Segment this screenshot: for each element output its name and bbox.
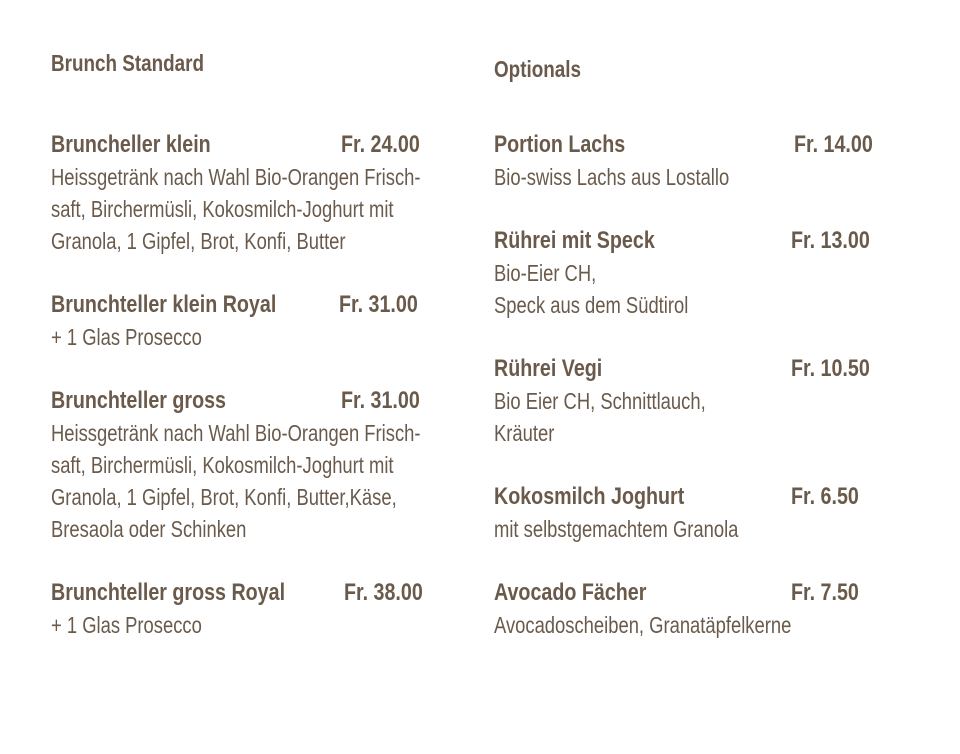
item-name: Rührei mit Speck	[494, 227, 655, 254]
menu-item	[494, 577, 954, 641]
item-description-line: Bresaola oder Schinken	[51, 516, 247, 542]
item-price: Fr. 10.50	[791, 355, 870, 382]
item-price: Fr. 24.00	[341, 131, 420, 158]
item-name: Avocado Fächer	[494, 579, 647, 606]
item-description-line: saft, Birchermüsli, Kokosmilch-Joghurt mit	[51, 196, 394, 222]
item-name: Brunchteller gross Royal	[51, 579, 286, 606]
item-description-line: Bio-Eier CH,	[494, 260, 597, 286]
item-name: Portion Lachs	[494, 131, 626, 158]
item-description-line: + 1 Glas Prosecco	[51, 612, 202, 638]
item-name: Rührei Vegi	[494, 355, 603, 382]
item-price: Fr. 7.50	[791, 579, 859, 606]
item-name: Brunchteller klein Royal	[51, 291, 277, 318]
menu-item	[51, 385, 511, 545]
item-price: Fr. 6.50	[791, 483, 859, 510]
menu-item	[494, 129, 954, 193]
item-description-line: Granola, 1 Gipfel, Brot, Konfi, Butter,Käse,	[51, 484, 397, 510]
item-price: Fr. 31.00	[341, 387, 420, 414]
item-description-line: Heissgetränk nach Wahl Bio-Orangen Frisch-	[51, 164, 421, 190]
item-description-line: mit selbstgemachtem Granola	[494, 516, 739, 542]
item-price: Fr. 13.00	[791, 227, 870, 254]
menu-item	[494, 481, 954, 545]
menu-item	[494, 353, 954, 449]
section-heading-optionals: Optionals	[494, 56, 581, 82]
item-name: Brunchteller gross	[51, 387, 226, 414]
menu-item	[51, 289, 511, 353]
item-description-line: Heissgetränk nach Wahl Bio-Orangen Frisch-	[51, 420, 421, 446]
item-price: Fr. 14.00	[794, 131, 873, 158]
item-description-line: Kräuter	[494, 420, 555, 446]
menu-item	[51, 129, 511, 257]
menu-item	[51, 577, 511, 641]
item-description-line: Speck aus dem Südtirol	[494, 292, 689, 318]
section-heading-brunch-standard: Brunch Standard	[51, 50, 204, 76]
item-description-line: Bio Eier CH, Schnittlauch,	[494, 388, 706, 414]
item-description-line: Granola, 1 Gipfel, Brot, Konfi, Butter	[51, 228, 346, 254]
menu-item	[494, 225, 954, 321]
item-name: Bruncheller klein	[51, 131, 211, 158]
item-price: Fr. 31.00	[339, 291, 418, 318]
item-description-line: Bio-swiss Lachs aus Lostallo	[494, 164, 730, 190]
item-name: Kokosmilch Joghurt	[494, 483, 685, 510]
item-description-line: saft, Birchermüsli, Kokosmilch-Joghurt mit	[51, 452, 394, 478]
item-price: Fr. 38.00	[344, 579, 423, 606]
item-description-line: Avocadoscheiben, Granatäpfelkerne	[494, 612, 792, 638]
item-description-line: + 1 Glas Prosecco	[51, 324, 202, 350]
